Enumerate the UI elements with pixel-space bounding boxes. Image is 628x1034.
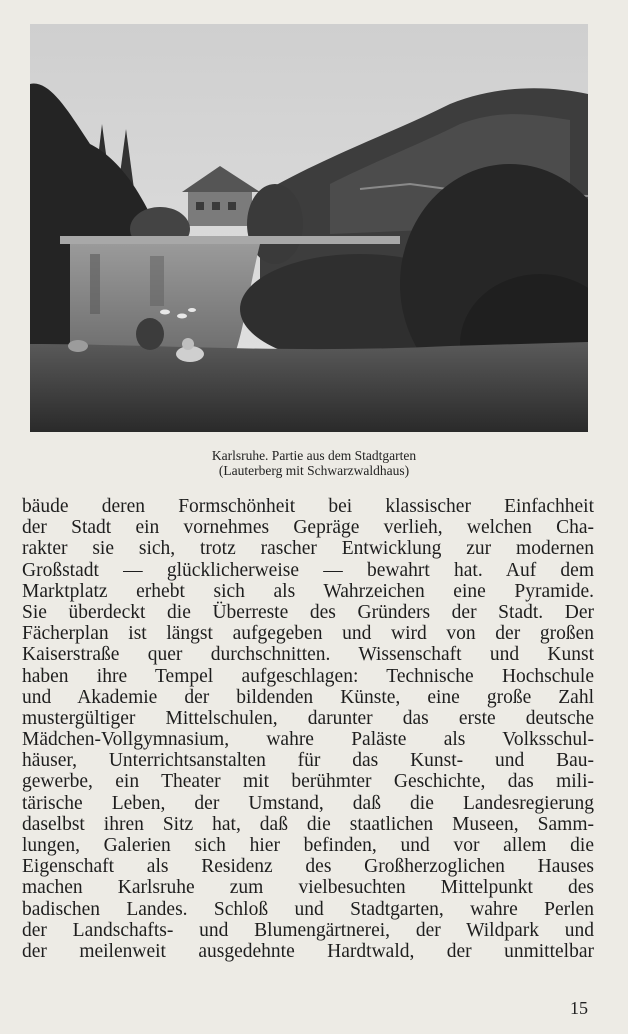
text-line: der Landschafts- und Blumengärtnerei, der Wildpark und xyxy=(22,919,594,941)
caption-line-2: (Lauterberg mit Schwarzwaldhaus) xyxy=(218,463,410,478)
text-line: tärische Leben, der Umstand, daß die Landesregierung xyxy=(22,792,594,814)
text-line: mustergültiger Mittelschulen, darunter das erste deutsche xyxy=(22,707,594,729)
text-line: daselbst ihren Sitz hat, daß die staatlichen Museen, Samm- xyxy=(22,813,594,835)
text-line: der Stadt ein vornehmes Gepräge verlieh, welchen Cha- xyxy=(22,517,594,539)
text-line: Großstadt — glücklicherweise — bewahrt hat. Auf dem xyxy=(22,559,594,581)
text-line: haben ihre Tempel aufgeschlagen: Technische Hochschule xyxy=(22,665,594,687)
page-number: 15 xyxy=(570,998,588,1018)
text-line: gewerbe, ein Theater mit berühmter Geschichte, das mili- xyxy=(22,771,594,793)
caption-line-1: Karlsruhe. Partie aus dem Stadtgarten xyxy=(211,448,417,463)
text-line: Sie überdeckt die Überreste des Gründers der Stadt. Der xyxy=(22,601,594,623)
text-line: häuser, Unterrichtsanstalten für das Kunst- und Bau- xyxy=(22,750,594,772)
stadtgarten-photo xyxy=(30,24,588,432)
text-line: der meilenweit ausgedehnte Hardtwald, der unmittelbar xyxy=(22,940,594,962)
text-line: und Akademie der bildenden Künste, eine große Zahl xyxy=(22,686,594,708)
text-line: Fächerplan ist längst aufgegeben und wird von der großen xyxy=(22,623,594,645)
text-line: Eigenschaft als Residenz des Großherzoglichen Hauses xyxy=(22,856,594,878)
text-line: lungen, Galerien sich hier befinden, und vor allem die xyxy=(22,835,594,856)
text-line: Kaiserstraße quer durchschnitten. Wissenschaft und Kunst xyxy=(22,644,594,666)
text-line: Mädchen-Vollgymnasium, wahre Paläste als Volksschul- xyxy=(22,729,594,751)
photo-caption xyxy=(0,448,628,478)
text-line: machen Karlsruhe zum vielbesuchten Mittelpunkt des xyxy=(22,877,594,899)
text-line: badischen Landes. Schloß und Stadtgarten, wahre Perlen xyxy=(22,898,594,920)
text-line: bäude deren Formschönheit bei klassischer Einfachheit xyxy=(22,496,594,517)
text-line: Marktplatz erhebt sich als Wahrzeichen eine Pyramide. xyxy=(22,580,594,602)
body-text xyxy=(22,496,594,962)
text-line: rakter sie sich, trotz rascher Entwicklung zur modernen xyxy=(22,538,594,560)
